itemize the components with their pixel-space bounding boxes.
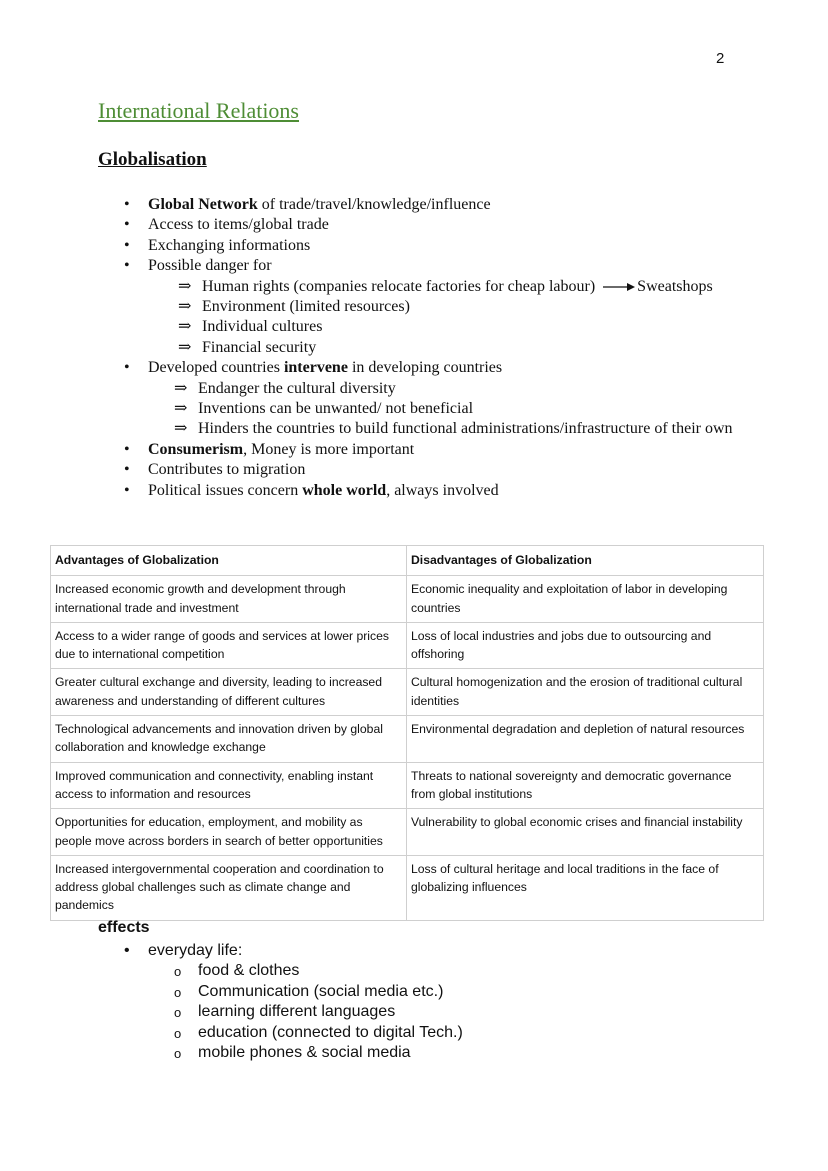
sub-item-text: Inventions can be unwanted/ not beneficial — [198, 400, 474, 418]
subsection-title: Globalisation — [98, 149, 207, 170]
table-cell-disadvantage: Loss of local industries and jobs due to outsourcing and offshoring — [407, 622, 764, 669]
effects-sub-item — [174, 982, 463, 1002]
effects-list — [124, 941, 463, 1063]
sub-item-text: Financial security — [202, 338, 317, 356]
bullet-item — [124, 236, 748, 256]
table-cell-advantage: Increased intergovernmental cooperation and coordination to address global challenges such as climate change and pandemics — [51, 855, 407, 920]
bullet-bold-text: Consumerism — [148, 440, 244, 458]
sub-list — [178, 277, 748, 359]
table-row — [51, 576, 764, 623]
circle-bullet-icon: o — [174, 1025, 182, 1041]
bullet-text: , Money is more important — [243, 440, 415, 458]
sub-item — [174, 399, 748, 419]
implies-arrow-icon: ⇒ — [174, 420, 188, 438]
circle-bullet-icon: o — [174, 964, 182, 980]
bullet-item — [124, 256, 748, 358]
bullet-icon: • — [124, 942, 130, 959]
effects-item — [124, 941, 463, 1063]
table-cell-advantage: Technological advancements and innovation driven by global collaboration and knowledge exchange — [51, 716, 407, 763]
table-cell-disadvantage: Loss of cultural heritage and local traditions in the face of globalizing influences — [407, 855, 764, 920]
table-cell-advantage: Improved communication and connectivity, enabling instant access to information and resources — [51, 762, 407, 809]
effects-sub-item-text: education (connected to digital Tech.) — [198, 1023, 463, 1041]
bullet-item — [124, 460, 748, 480]
bullet-item — [124, 215, 748, 235]
table-cell-advantage: Greater cultural exchange and diversity, leading to increased awareness and understanding of different cultures — [51, 669, 407, 716]
sub-item-text: Individual cultures — [202, 318, 323, 336]
bullet-icon: • — [124, 216, 130, 234]
bullet-text: Developed countries — [148, 359, 284, 377]
sub-item — [178, 297, 748, 317]
globalization-table — [50, 545, 764, 921]
table-row — [51, 622, 764, 669]
table-row — [51, 809, 764, 856]
sub-item-text: Human rights (companies relocate factories for cheap labour) — [202, 277, 596, 295]
bullet-icon: • — [124, 257, 130, 275]
bullet-item — [124, 358, 748, 440]
bullet-item — [124, 195, 748, 215]
implies-arrow-icon: ⇒ — [174, 379, 188, 397]
sub-item-text: Environment (limited resources) — [202, 298, 410, 316]
bullet-text: Contributes to migration — [148, 461, 306, 479]
sub-list — [174, 379, 748, 440]
effects-sub-item — [174, 1023, 463, 1043]
sub-item-text: Endanger the cultural diversity — [198, 379, 396, 397]
bullet-icon: • — [124, 481, 130, 499]
table-cell-disadvantage: Environmental degradation and depletion of natural resources — [407, 716, 764, 763]
implies-arrow-icon: ⇒ — [174, 400, 188, 418]
bullet-text: Access to items/global trade — [148, 216, 329, 234]
table-cell-disadvantage: Cultural homogenization and the erosion of traditional cultural identities — [407, 669, 764, 716]
bullet-text: Possible danger for — [148, 257, 272, 275]
bullet-bold-text: Global Network — [148, 196, 258, 213]
implies-arrow-icon: ⇒ — [178, 318, 192, 336]
effects-sub-list — [174, 961, 463, 1063]
effects-sub-item-text: mobile phones & social media — [198, 1044, 411, 1062]
table-header-disadvantages: Disadvantages of Globalization — [407, 546, 764, 576]
table-row — [51, 669, 764, 716]
bullet-text: in developing countries — [347, 359, 503, 377]
sub-item — [174, 419, 748, 439]
table-row — [51, 855, 764, 920]
circle-bullet-icon: o — [174, 1046, 182, 1062]
bullet-icon: • — [124, 440, 130, 458]
effects-sub-item — [174, 1002, 463, 1022]
effects-sub-item-text: food & clothes — [198, 962, 300, 980]
table-cell-disadvantage: Economic inequality and exploitation of labor in developing countries — [407, 576, 764, 623]
table-cell-disadvantage: Threats to national sovereignty and democratic governance from global institutions — [407, 762, 764, 809]
effects-title: effects — [98, 919, 150, 936]
bullet-icon: • — [124, 461, 130, 479]
table-header-advantages: Advantages of Globalization — [51, 546, 407, 576]
sub-item-text: Hinders the countries to build functional administrations/infrastructure of their own — [198, 420, 733, 438]
effects-sub-item-text: learning different languages — [198, 1003, 396, 1021]
effects-item-text: everyday life: — [148, 942, 243, 959]
bullet-text: Political issues concern — [148, 481, 303, 499]
table-row — [51, 762, 764, 809]
implies-arrow-icon: ⇒ — [178, 338, 192, 356]
implies-arrow-icon: ⇒ — [178, 277, 192, 295]
bullet-icon: • — [124, 196, 130, 213]
bullet-bold-text: whole world — [302, 481, 387, 499]
arrow-right-icon — [603, 282, 635, 292]
effects-sub-item — [174, 961, 463, 981]
arrow-target-text: Sweatshops — [637, 277, 713, 295]
implies-arrow-icon: ⇒ — [178, 298, 192, 316]
sub-item — [178, 317, 748, 337]
circle-bullet-icon: o — [174, 1005, 182, 1021]
effects-sub-item — [174, 1043, 463, 1063]
section-title: International Relations — [98, 98, 299, 123]
effects-sub-item-text: Communication (social media etc.) — [198, 982, 444, 1000]
bullet-item — [124, 481, 748, 501]
bullet-text: of trade/travel/knowledge/influence — [257, 196, 491, 213]
table-cell-advantage: Access to a wider range of goods and services at lower prices due to international competition — [51, 622, 407, 669]
bullet-bold-text: intervene — [283, 359, 348, 377]
table-cell-disadvantage: Vulnerability to global economic crises and financial instability — [407, 809, 764, 856]
table-cell-advantage: Opportunities for education, employment, and mobility as people move across borders in search of better opportunities — [51, 809, 407, 856]
table-cell-advantage: Increased economic growth and development through international trade and investment — [51, 576, 407, 623]
bullet-icon: • — [124, 359, 130, 377]
sub-item — [178, 338, 748, 358]
bullet-text: Exchanging informations — [148, 236, 311, 254]
globalisation-bullet-list — [124, 195, 748, 501]
sub-item — [178, 277, 748, 297]
bullet-text: , always involved — [386, 481, 499, 499]
bullet-item — [124, 440, 748, 460]
bullet-icon: • — [124, 236, 130, 254]
circle-bullet-icon: o — [174, 984, 182, 1000]
table-header-row — [51, 546, 764, 576]
table-row — [51, 716, 764, 763]
sub-item — [174, 379, 748, 399]
page-number: 2 — [716, 50, 725, 67]
